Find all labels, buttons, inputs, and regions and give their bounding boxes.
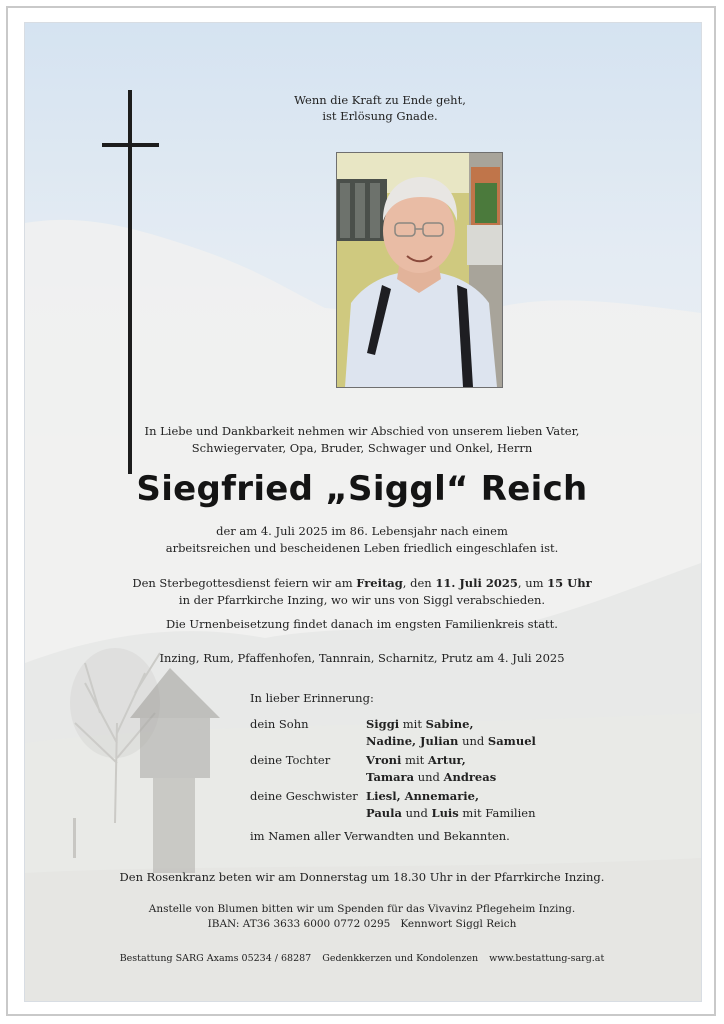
intro-line-1: In Liebe und Dankbarkeit nehmen wir Abschied von unserem lieben Vater, [144, 424, 580, 438]
funeral-service-info [110, 575, 614, 609]
intro-line-2: Schwiegervater, Opa, Bruder, Schwager und Onkel, Herrn [191, 441, 533, 455]
places-and-date: Inzing, Rum, Pfaffenhofen, Tannrain, Scharnitz, Prutz am 4. Juli 2025 [159, 651, 565, 665]
cross-icon [128, 90, 132, 474]
motto-line-2: ist Erlösung Gnade. [322, 109, 438, 123]
footer [110, 953, 614, 964]
relative-names-line: Paula und Luis mit Familien [366, 805, 536, 820]
donation-line-1: Anstelle von Blumen bitten wir um Spenden für das Vivavinz Pflegeheim Inzing. [148, 903, 576, 915]
relative-label: dein Sohn [250, 717, 309, 731]
death-notice-line-2: arbeitsreichen und bescheidenen Leben friedlich eingeschlafen ist. [165, 541, 559, 555]
portrait-photo [336, 152, 503, 388]
funeral-time: 15 Uhr [547, 576, 592, 590]
portrait-image [337, 153, 502, 387]
relative-names-line: Siggi mit Sabine, [366, 717, 474, 731]
urn-burial-info: Die Urnenbeisetzung findet danach im engsten Familienkreis statt. [166, 617, 558, 631]
motto [260, 92, 500, 124]
closing-line: im Namen aller Verwandten und Bekannten. [250, 829, 510, 843]
condolences-label: Gedenkkerzen und Kondolenzen [322, 953, 479, 964]
funeral-home-contact: Bestattung SARG Axams 05234 / 68287 [119, 953, 312, 964]
funeral-line-1: Den Sterbegottesdienst feiern wir am Freitag, den 11. Juli 2025, um 15 Uhr [132, 576, 592, 590]
memory-label: In lieber Erinnerung: [250, 691, 374, 705]
death-notice-line-1: der am 4. Juli 2025 im 86. Lebensjahr nach einem [216, 524, 508, 538]
relative-names [366, 788, 536, 821]
deceased-name: Siegfried „Siggl“ Reich [136, 469, 588, 509]
relative-names-line: Tamara und Andreas [366, 769, 497, 784]
rosary-info: Den Rosenkranz beten wir am Donnerstag um 18.30 Uhr in der Pfarrkirche Inzing. [119, 870, 605, 884]
intro-text [120, 423, 604, 457]
funeral-date: 11. Juli 2025 [435, 576, 518, 590]
death-notice [110, 523, 614, 557]
funeral-line-2: in der Pfarrkirche Inzing, wo wir uns von Siggl verabschieden. [178, 593, 546, 607]
donation-info [110, 902, 614, 932]
relative-names-line: Vroni mit Artur, [366, 753, 466, 767]
relative-label: deine Tochter [250, 753, 331, 767]
relative-names [366, 716, 536, 749]
funeral-day: Freitag [356, 576, 403, 590]
relative-label: deine Geschwister [250, 789, 358, 803]
relative-names [366, 752, 496, 785]
relative-names-line: Nadine, Julian und Samuel [366, 733, 536, 748]
cross-icon-bar [102, 143, 159, 147]
donation-line-2: IBAN: AT36 3633 6000 0772 0295 Kennwort Siggl Reich [207, 918, 517, 930]
motto-line-1: Wenn die Kraft zu Ende geht, [294, 93, 466, 107]
relative-names-line: Liesl, Annemarie, [366, 789, 479, 803]
website-link[interactable]: www.bestattung-sarg.at [489, 953, 605, 964]
